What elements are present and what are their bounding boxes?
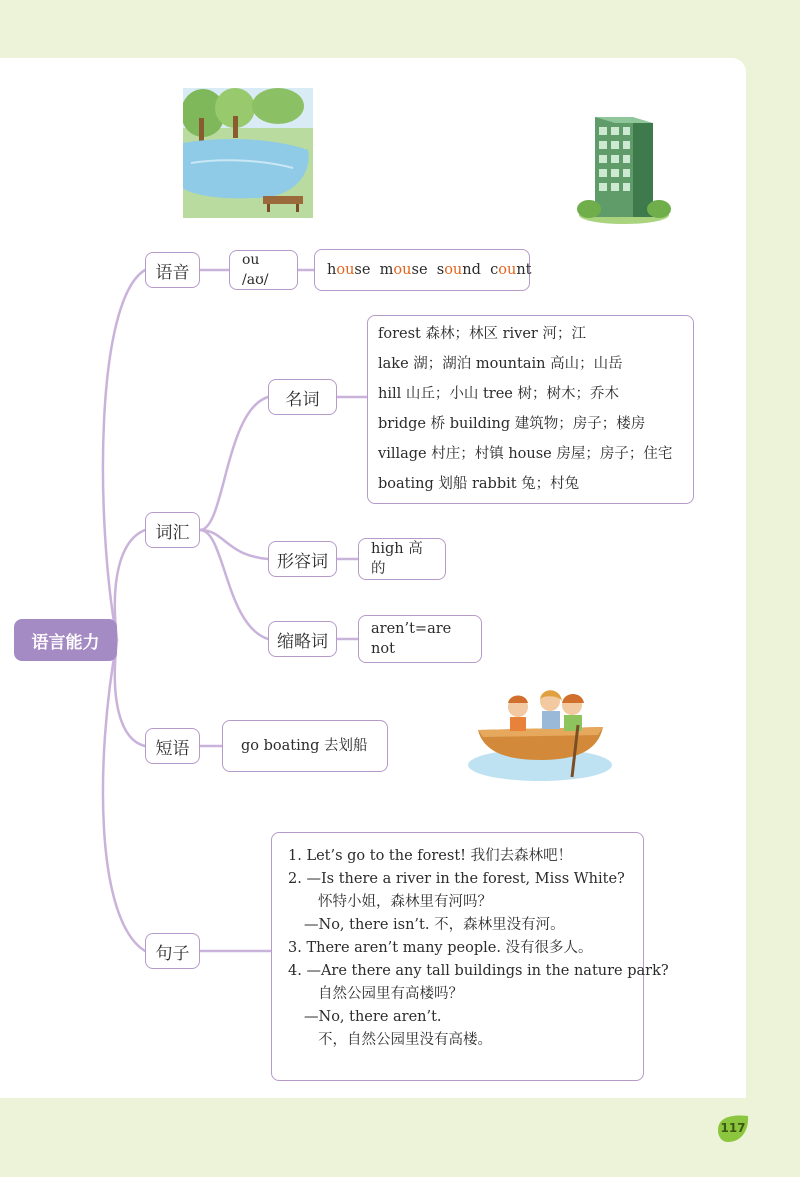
- sentence-line: 自然公园里有高楼吗？: [318, 986, 463, 1002]
- sentence-line: 怀特小姐，森林里有河吗？: [318, 894, 492, 910]
- noun-line: boating 划船 rabbit 兔；村兔: [378, 476, 580, 492]
- phonics-word: count: [490, 262, 532, 278]
- phrase-text: go boating 去划船: [241, 738, 368, 754]
- phonics-word: house: [327, 262, 371, 278]
- sentence-line: 3. There aren’t many people. 没有很多人。: [288, 940, 593, 956]
- phonics-label: 语音: [145, 252, 200, 288]
- nouns-box: [367, 315, 694, 504]
- phrases-label: 短语: [145, 728, 200, 764]
- noun-line: village 村庄；村镇 house 房屋；房子；住宅: [378, 446, 673, 462]
- contraction-text: aren’t=are not: [371, 621, 452, 657]
- adjective-text: high 高的: [371, 541, 423, 577]
- park-lake-illustration: [183, 88, 313, 218]
- boating-children-illustration: [468, 685, 613, 785]
- phonics-word: mouse: [379, 262, 428, 278]
- vocabulary-label: 词汇: [145, 512, 200, 548]
- noun-line: bridge 桥 building 建筑物；房子；楼房: [378, 416, 646, 432]
- contractions-box: [358, 615, 482, 663]
- phonics-word: sound: [436, 262, 481, 278]
- noun-line: lake 湖；湖泊 mountain 高山；山岳: [378, 356, 623, 372]
- sentences-box: [271, 832, 669, 1081]
- sentence-line: 4. —Are there any tall buildings in the nature park?: [288, 963, 669, 979]
- tall-building-illustration: [577, 105, 672, 225]
- phonics-sound: ou /aʊ/: [242, 252, 269, 288]
- root-node-language-ability: 语言能力: [14, 619, 117, 661]
- sentence-line: 2. —Is there a river in the forest, Miss White?: [288, 871, 625, 887]
- adjectives-label: 形容词: [268, 541, 337, 577]
- phrases-box: [222, 720, 388, 772]
- sentence-line: 1. Let’s go to the forest! 我们去森林吧！: [288, 848, 573, 864]
- sentences-label: 句子: [145, 933, 200, 969]
- contractions-label: 缩略词: [268, 621, 337, 657]
- noun-line: hill 山丘；小山 tree 树；树木；乔木: [378, 386, 619, 402]
- nouns-label: 名词: [268, 379, 337, 415]
- sentence-line: —No, there aren’t.: [304, 1009, 442, 1025]
- sentence-line: 不，自然公园里没有高楼。: [318, 1032, 492, 1048]
- sentence-line: —No, there isn’t. 不，森林里没有河。: [304, 917, 565, 933]
- adjectives-box: [358, 538, 446, 580]
- page-number: 117: [720, 1121, 746, 1135]
- page-number-badge: [716, 1112, 750, 1144]
- phonics-sound-box: [229, 250, 298, 290]
- phonics-words-box: [314, 249, 530, 291]
- noun-line: forest 森林；林区 river 河；江: [378, 326, 586, 342]
